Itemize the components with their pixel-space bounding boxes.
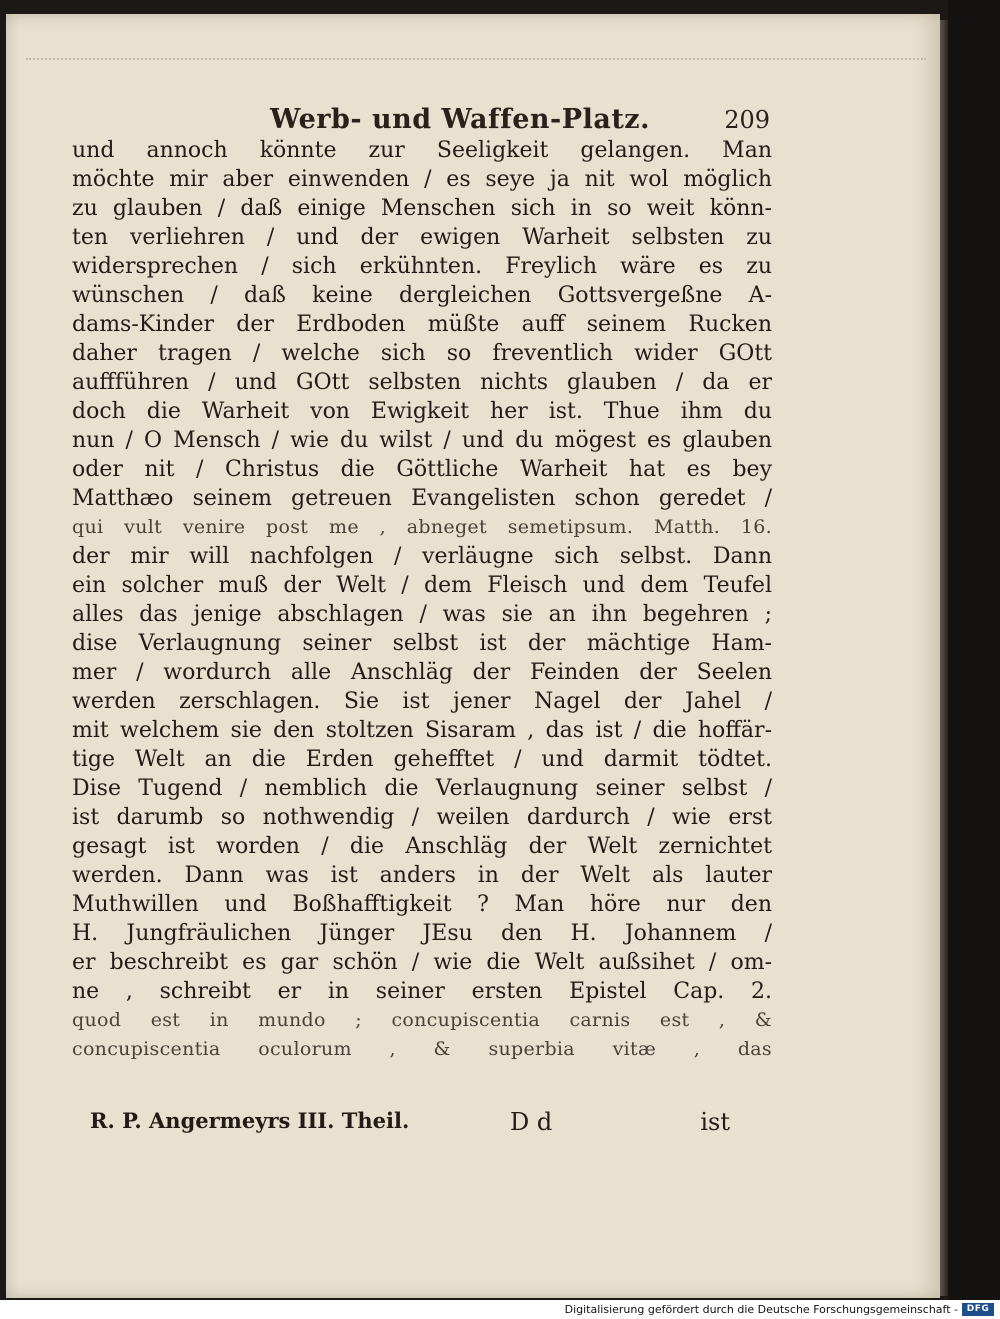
text-line: nun / O Mensch / wie du wilst / und du mögest es glauben	[72, 428, 772, 453]
text-line: tige Welt an die Erden gehefftet / und darmit tödtet.	[72, 747, 772, 772]
text-line: werden. Dann was ist anders in der Welt als lauter	[72, 863, 772, 888]
text-line: auffführen / und GOtt selbsten nichts glauben / da er	[72, 370, 772, 395]
text-line: alles das jenige abschlagen / was sie an ihn begehren ;	[72, 602, 772, 627]
scan-dark-margin	[948, 0, 1000, 1300]
text-line: dams-Kinder der Erdboden müßte auff seinem Rucken	[72, 312, 772, 337]
text-line: qui vult venire post me , abneget semetipsum. Matth. 16.	[72, 516, 772, 538]
catchword: ist	[700, 1108, 730, 1136]
text-line: und annoch könnte zur Seeligkeit gelangen. Man	[72, 138, 772, 163]
page-footer	[90, 1108, 730, 1144]
text-line: gesagt ist worden / die Anschläg der Welt zernichtet	[72, 834, 772, 859]
page-number: 209	[724, 106, 770, 134]
text-line: H. Jungfräulichen Jünger JEsu den H. Johannem /	[72, 921, 772, 946]
text-line: Muthwillen und Boßhafftigkeit ? Man höre nur den	[72, 892, 772, 917]
dfg-logo: DFG	[962, 1303, 994, 1316]
text-line: ist darumb so nothwendig / weilen dardurch / wie erst	[72, 805, 772, 830]
text-line: concupiscentia oculorum , & superbia vitæ , das	[72, 1038, 772, 1060]
text-line: quod est in mundo ; concupiscentia carnis est , &	[72, 1009, 772, 1031]
text-line: wünschen / daß keine dergleichen Gottsvergeßne A-	[72, 283, 772, 308]
credit-text: Digitalisierung gefördert durch die Deutsche Forschungsgemeinschaft -	[564, 1303, 958, 1316]
text-line: er beschreibt es gar schön / wie die Welt außsihet / om-	[72, 950, 772, 975]
text-line: ne , schreibt er in seiner ersten Epistel Cap. 2.	[72, 979, 772, 1004]
text-line: möchte mir aber einwenden / es seye ja nit wol möglich	[72, 167, 772, 192]
digitization-credit-bar	[0, 1300, 1000, 1319]
text-line: der mir will nachfolgen / verläugne sich selbst. Dann	[72, 544, 772, 569]
page-top-dotted-edge	[26, 58, 926, 60]
text-line: ein solcher muß der Welt / dem Fleisch und dem Teufel	[72, 573, 772, 598]
text-line: oder nit / Christus die Göttliche Warheit hat es bey	[72, 457, 772, 482]
body-text	[72, 136, 772, 1064]
text-line: ten verliehren / und der ewigen Warheit selbsten zu	[72, 225, 772, 250]
text-line: zu glauben / daß einige Menschen sich in so weit könn-	[72, 196, 772, 221]
text-line: daher tragen / welche sich so freventlich wider GOtt	[72, 341, 772, 366]
text-line: dise Verlaugnung seiner selbst ist der mächtige Ham-	[72, 631, 772, 656]
text-line: mer / wordurch alle Anschläg der Feinden der Seelen	[72, 660, 772, 685]
printer-signature: R. P. Angermeyrs III. Theil.	[90, 1108, 410, 1133]
text-line: Matthæo seinem getreuen Evangelisten schon geredet /	[72, 486, 772, 511]
text-line: doch die Warheit von Ewigkeit her ist. Thue ihm du	[72, 399, 772, 424]
text-line: Dise Tugend / nemblich die Verlaugnung seiner selbst /	[72, 776, 772, 801]
signature-mark: D d	[510, 1108, 553, 1136]
running-title: Werb- und Waffen-Platz.	[270, 104, 651, 135]
text-line: mit welchem sie den stoltzen Sisaram , das ist / die hoffär-	[72, 718, 772, 743]
text-line: werden zerschlagen. Sie ist jener Nagel der Jahel /	[72, 689, 772, 714]
text-line: widersprechen / sich erkühnten. Freylich wäre es zu	[72, 254, 772, 279]
